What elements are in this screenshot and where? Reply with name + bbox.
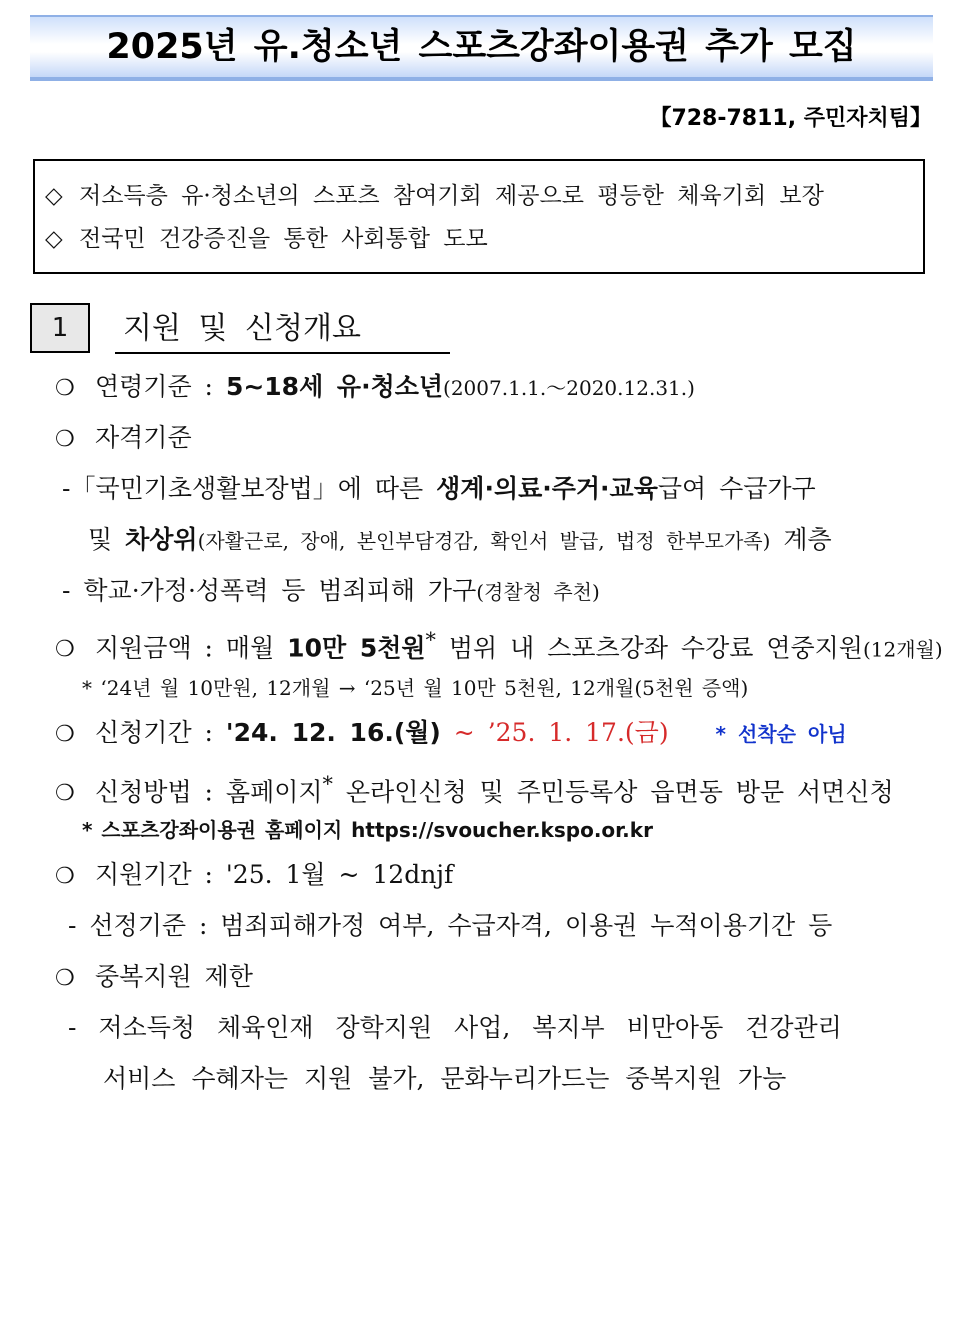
support-period-text: 지원기간 : '25. 1월 ~ 12dnjf bbox=[95, 860, 454, 889]
amount-label: 지원금액 : 매월 bbox=[95, 633, 288, 663]
period-tilde: ~ bbox=[440, 718, 488, 747]
homepage-note: * 스포츠강좌이용권 홈페이지 https://svoucher.kspo.or.kr bbox=[82, 818, 653, 842]
qualification-text: -「국민기초생활보장법」에 따른 bbox=[62, 474, 437, 503]
summary-text: 저소득층 유·청소년의 스포츠 참여기회 제공으로 평등한 체육기회 보장 bbox=[79, 183, 824, 209]
page-title: 2025년 유.청소년 스포츠강좌이용권 추가 모집 bbox=[106, 27, 857, 67]
circle-bullet-icon: ❍ bbox=[55, 427, 75, 452]
section-title: 지원 및 신청개요 bbox=[115, 306, 450, 354]
amount-text: 범위 내 스포츠강좌 수강료 연중지원 bbox=[435, 633, 863, 663]
application-period bbox=[55, 716, 847, 752]
amount-months: (12개월) bbox=[862, 637, 943, 662]
title-banner bbox=[30, 15, 933, 81]
qualification-heading bbox=[55, 421, 192, 457]
support-amount bbox=[55, 623, 943, 667]
qualification-text: 계층 bbox=[770, 525, 832, 554]
selection-criteria: - 선정기준 : 범죄피해가정 여부, 수급자격, 이용권 누적이용기간 등 bbox=[68, 911, 833, 940]
method-label: 신청방법 : 홈페이지 bbox=[95, 777, 323, 807]
circle-bullet-icon: ❍ bbox=[55, 864, 75, 889]
circle-bullet-icon: ❍ bbox=[55, 966, 75, 991]
period-end: ’25. 1. 17.(금) bbox=[487, 718, 669, 747]
qualification-item-2 bbox=[62, 574, 600, 609]
summary-line bbox=[45, 218, 923, 261]
diamond-icon: ◇ bbox=[45, 183, 63, 209]
contact-info: 【728-7811, 주민자치팀】 bbox=[649, 106, 932, 131]
duplicate-restriction bbox=[55, 960, 253, 996]
section-number: 1 bbox=[30, 303, 90, 353]
age-criteria bbox=[55, 370, 695, 406]
qualification-label: 자격기준 bbox=[95, 423, 192, 452]
summary-text: 전국민 건강증진을 통한 사회통합 도모 bbox=[79, 226, 488, 252]
circle-bullet-icon: ❍ bbox=[55, 722, 75, 747]
age-value: 5~18세 유·청소년 bbox=[225, 372, 444, 401]
qualification-item-1-cont bbox=[88, 523, 832, 558]
footnote-mark: * bbox=[322, 772, 333, 796]
circle-bullet-icon: ❍ bbox=[55, 376, 75, 401]
first-come-note: * 선착순 아님 bbox=[715, 722, 847, 746]
age-range: (2007.1.1.～2020.12.31.) bbox=[443, 376, 695, 400]
summary-line bbox=[45, 175, 923, 218]
duplicate-item-1: - 저소득청 체육인재 장학지원 사업, 복지부 비만아동 건강관리 bbox=[68, 1013, 842, 1042]
near-poverty-label: 차상위 bbox=[125, 525, 198, 554]
support-period bbox=[55, 858, 453, 894]
period-start: '24. 12. 16.(월) bbox=[225, 718, 441, 747]
qualification-note: (경찰청 추천) bbox=[476, 580, 600, 604]
near-poverty-detail: (자활근로, 장애, 본인부담경감, 확인서 발급, 법정 한부모가족) bbox=[197, 529, 771, 553]
amount-value: 10만 5천원 bbox=[287, 633, 426, 663]
amount-note: * ‘24년 월 10만원, 12개월 → ‘25년 월 10만 5천원, 12개월(5천원 증액) bbox=[82, 676, 749, 700]
duplicate-item-2: 서비스 수혜자는 지원 불가, 문화누리가드는 중복지원 가능 bbox=[103, 1064, 787, 1093]
benefit-types: 생계·의료·주거·교육 bbox=[436, 474, 658, 503]
summary-box bbox=[33, 159, 925, 274]
qualification-item-1 bbox=[62, 472, 816, 506]
period-label: 신청기간 : bbox=[95, 718, 226, 747]
application-method bbox=[55, 767, 894, 811]
duplicate-label: 중복지원 제한 bbox=[95, 962, 253, 991]
qualification-text: 및 bbox=[88, 525, 126, 554]
circle-bullet-icon: ❍ bbox=[55, 637, 75, 663]
method-text: 온라인신청 및 주민등록상 읍면동 방문 서면신청 bbox=[332, 777, 894, 807]
qualification-text: 급여 수급가구 bbox=[657, 474, 816, 503]
footnote-mark: * bbox=[425, 628, 436, 652]
age-label: 연령기준 : bbox=[95, 372, 213, 401]
circle-bullet-icon: ❍ bbox=[55, 781, 75, 807]
diamond-icon: ◇ bbox=[45, 226, 63, 252]
qualification-text: - 학교·가정·성폭력 등 범죄피해 가구 bbox=[62, 576, 477, 605]
